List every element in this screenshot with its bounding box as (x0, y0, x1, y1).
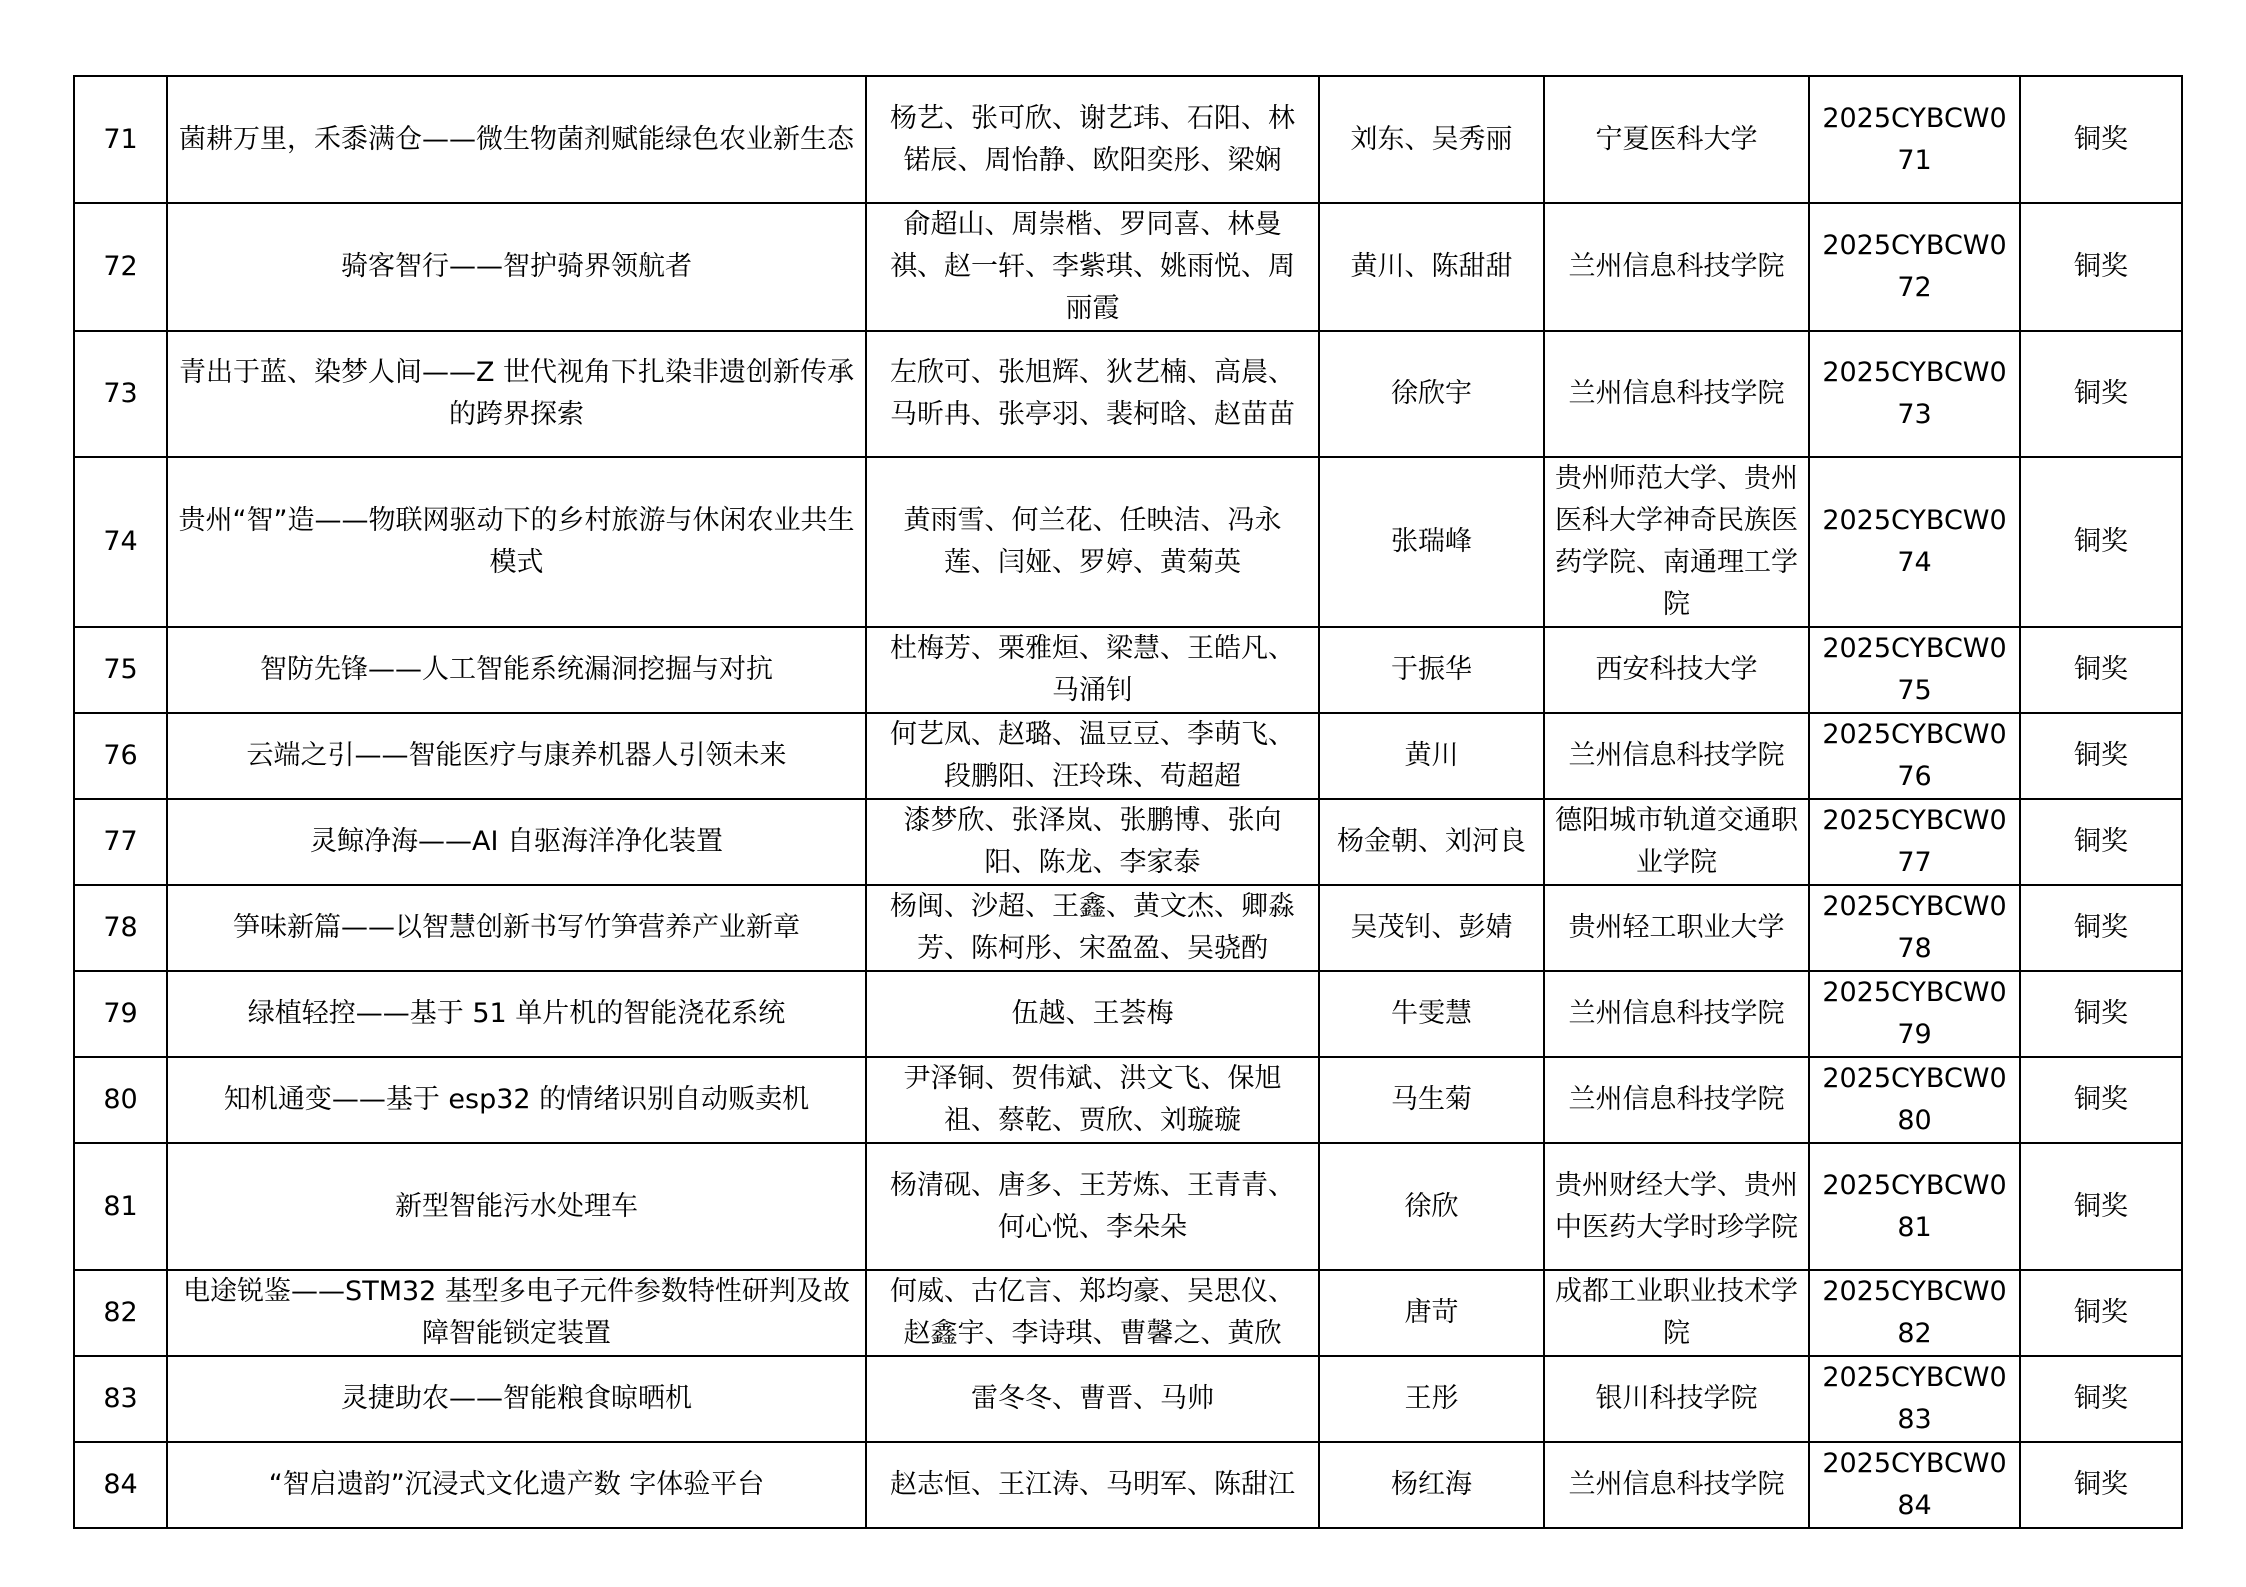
cell-team-members: 杨闽、沙超、王鑫、黄文杰、卿淼芳、陈柯彤、宋盈盈、吴骁酌 (866, 885, 1319, 971)
award-table-body (74, 76, 2182, 1528)
cell-award-code: 2025CYBCW080 (1809, 1057, 2020, 1143)
table-row (74, 799, 2182, 885)
cell-number: 80 (74, 1057, 167, 1143)
cell-number: 81 (74, 1143, 167, 1270)
cell-award-level: 铜奖 (2020, 1442, 2182, 1528)
cell-award-level: 铜奖 (2020, 885, 2182, 971)
cell-team-members: 赵志恒、王江涛、马明军、陈甜江 (866, 1442, 1319, 1528)
cell-team-members: 黄雨雪、何兰花、任映洁、冯永莲、闫娅、罗婷、黄菊英 (866, 457, 1319, 627)
cell-school: 兰州信息科技学院 (1544, 203, 1809, 331)
cell-team-members: 杨清砚、唐多、王芳炼、王青青、何心悦、李朵朵 (866, 1143, 1319, 1270)
cell-project-name: 知机通变——基于 esp32 的情绪识别自动贩卖机 (167, 1057, 866, 1143)
cell-number: 76 (74, 713, 167, 799)
cell-school: 兰州信息科技学院 (1544, 971, 1809, 1057)
cell-award-level: 铜奖 (2020, 1270, 2182, 1356)
cell-project-name: “智启遗韵”沉浸式文化遗产数 字体验平台 (167, 1442, 866, 1528)
cell-school: 贵州财经大学、贵州中医药大学时珍学院 (1544, 1143, 1809, 1270)
cell-advisor: 唐苛 (1319, 1270, 1544, 1356)
cell-school: 贵州师范大学、贵州医科大学神奇民族医药学院、南通理工学院 (1544, 457, 1809, 627)
cell-team-members: 何艺凤、赵璐、温豆豆、李萌飞、段鹏阳、汪玲珠、苟超超 (866, 713, 1319, 799)
award-list-page (73, 75, 2181, 1529)
cell-school: 德阳城市轨道交通职业学院 (1544, 799, 1809, 885)
cell-award-level: 铜奖 (2020, 457, 2182, 627)
cell-award-level: 铜奖 (2020, 1356, 2182, 1442)
table-row (74, 203, 2182, 331)
cell-project-name: 青出于蓝、染梦人间——Z 世代视角下扎染非遗创新传承的跨界探索 (167, 331, 866, 457)
cell-award-code: 2025CYBCW072 (1809, 203, 2020, 331)
table-row (74, 627, 2182, 713)
cell-school: 成都工业职业技术学院 (1544, 1270, 1809, 1356)
cell-project-name: 菌耕万里，禾黍满仓——微生物菌剂赋能绿色农业新生态 (167, 76, 866, 203)
cell-advisor: 于振华 (1319, 627, 1544, 713)
table-row (74, 971, 2182, 1057)
table-row (74, 1057, 2182, 1143)
cell-school: 兰州信息科技学院 (1544, 1057, 1809, 1143)
cell-award-level: 铜奖 (2020, 713, 2182, 799)
cell-team-members: 杜梅芳、栗雅烜、梁慧、王皓凡、马涌钊 (866, 627, 1319, 713)
cell-number: 74 (74, 457, 167, 627)
cell-award-code: 2025CYBCW076 (1809, 713, 2020, 799)
cell-team-members: 尹泽铜、贺伟斌、洪文飞、保旭祖、蔡乾、贾欣、刘璇璇 (866, 1057, 1319, 1143)
table-row (74, 457, 2182, 627)
cell-advisor: 吴茂钊、彭婧 (1319, 885, 1544, 971)
cell-school: 兰州信息科技学院 (1544, 1442, 1809, 1528)
cell-award-code: 2025CYBCW078 (1809, 885, 2020, 971)
table-row (74, 1143, 2182, 1270)
cell-number: 71 (74, 76, 167, 203)
cell-advisor: 王彤 (1319, 1356, 1544, 1442)
cell-award-level: 铜奖 (2020, 1143, 2182, 1270)
table-row (74, 713, 2182, 799)
table-row (74, 1356, 2182, 1442)
cell-team-members: 杨艺、张可欣、谢艺玮、石阳、林锘辰、周怡静、欧阳奕彤、梁娴 (866, 76, 1319, 203)
cell-project-name: 智防先锋——人工智能系统漏洞挖掘与对抗 (167, 627, 866, 713)
cell-award-code: 2025CYBCW075 (1809, 627, 2020, 713)
cell-project-name: 新型智能污水处理车 (167, 1143, 866, 1270)
cell-team-members: 左欣可、张旭辉、狄艺楠、高晨、马昕冉、张亭羽、裴柯晗、赵苗苗 (866, 331, 1319, 457)
award-table (73, 75, 2183, 1529)
cell-team-members: 伍越、王荟梅 (866, 971, 1319, 1057)
table-row (74, 331, 2182, 457)
cell-award-code: 2025CYBCW073 (1809, 331, 2020, 457)
cell-advisor: 徐欣 (1319, 1143, 1544, 1270)
cell-number: 72 (74, 203, 167, 331)
cell-advisor: 黄川、陈甜甜 (1319, 203, 1544, 331)
cell-award-code: 2025CYBCW071 (1809, 76, 2020, 203)
cell-number: 79 (74, 971, 167, 1057)
cell-project-name: 笋味新篇——以智慧创新书写竹笋营养产业新章 (167, 885, 866, 971)
cell-school: 兰州信息科技学院 (1544, 331, 1809, 457)
cell-award-code: 2025CYBCW081 (1809, 1143, 2020, 1270)
cell-number: 82 (74, 1270, 167, 1356)
cell-award-level: 铜奖 (2020, 627, 2182, 713)
cell-number: 75 (74, 627, 167, 713)
cell-team-members: 俞超山、周崇楷、罗同喜、林曼祺、赵一轩、李紫琪、姚雨悦、周丽霞 (866, 203, 1319, 331)
cell-award-code: 2025CYBCW079 (1809, 971, 2020, 1057)
cell-project-name: 贵州“智”造——物联网驱动下的乡村旅游与休闲农业共生模式 (167, 457, 866, 627)
cell-advisor: 徐欣宇 (1319, 331, 1544, 457)
cell-school: 宁夏医科大学 (1544, 76, 1809, 203)
cell-award-level: 铜奖 (2020, 1057, 2182, 1143)
cell-award-code: 2025CYBCW084 (1809, 1442, 2020, 1528)
cell-school: 西安科技大学 (1544, 627, 1809, 713)
cell-team-members: 漆梦欣、张泽岚、张鹏博、张向阳、陈龙、李家泰 (866, 799, 1319, 885)
cell-award-level: 铜奖 (2020, 203, 2182, 331)
cell-award-code: 2025CYBCW074 (1809, 457, 2020, 627)
cell-project-name: 灵鲸净海——AI 自驱海洋净化装置 (167, 799, 866, 885)
cell-number: 78 (74, 885, 167, 971)
cell-team-members: 何威、古亿言、郑均豪、吴思仪、赵鑫宇、李诗琪、曹馨之、黄欣 (866, 1270, 1319, 1356)
table-row (74, 1270, 2182, 1356)
table-row (74, 76, 2182, 203)
cell-school: 兰州信息科技学院 (1544, 713, 1809, 799)
cell-project-name: 灵捷助农——智能粮食晾晒机 (167, 1356, 866, 1442)
cell-award-level: 铜奖 (2020, 76, 2182, 203)
cell-award-code: 2025CYBCW083 (1809, 1356, 2020, 1442)
cell-advisor: 马生菊 (1319, 1057, 1544, 1143)
cell-school: 贵州轻工职业大学 (1544, 885, 1809, 971)
cell-project-name: 电途锐鉴——STM32 基型多电子元件参数特性研判及故障智能锁定装置 (167, 1270, 866, 1356)
cell-advisor: 杨金朝、刘河良 (1319, 799, 1544, 885)
cell-project-name: 骑客智行——智护骑界领航者 (167, 203, 866, 331)
cell-project-name: 云端之引——智能医疗与康养机器人引领未来 (167, 713, 866, 799)
cell-team-members: 雷冬冬、曹晋、马帅 (866, 1356, 1319, 1442)
cell-advisor: 杨红海 (1319, 1442, 1544, 1528)
cell-award-level: 铜奖 (2020, 971, 2182, 1057)
cell-award-code: 2025CYBCW082 (1809, 1270, 2020, 1356)
cell-award-level: 铜奖 (2020, 331, 2182, 457)
cell-number: 83 (74, 1356, 167, 1442)
cell-advisor: 张瑞峰 (1319, 457, 1544, 627)
table-row (74, 1442, 2182, 1528)
cell-number: 84 (74, 1442, 167, 1528)
cell-advisor: 黄川 (1319, 713, 1544, 799)
cell-award-level: 铜奖 (2020, 799, 2182, 885)
cell-project-name: 绿植轻控——基于 51 单片机的智能浇花系统 (167, 971, 866, 1057)
cell-number: 77 (74, 799, 167, 885)
cell-award-code: 2025CYBCW077 (1809, 799, 2020, 885)
cell-advisor: 刘东、吴秀丽 (1319, 76, 1544, 203)
table-row (74, 885, 2182, 971)
cell-school: 银川科技学院 (1544, 1356, 1809, 1442)
cell-number: 73 (74, 331, 167, 457)
cell-advisor: 牛雯慧 (1319, 971, 1544, 1057)
